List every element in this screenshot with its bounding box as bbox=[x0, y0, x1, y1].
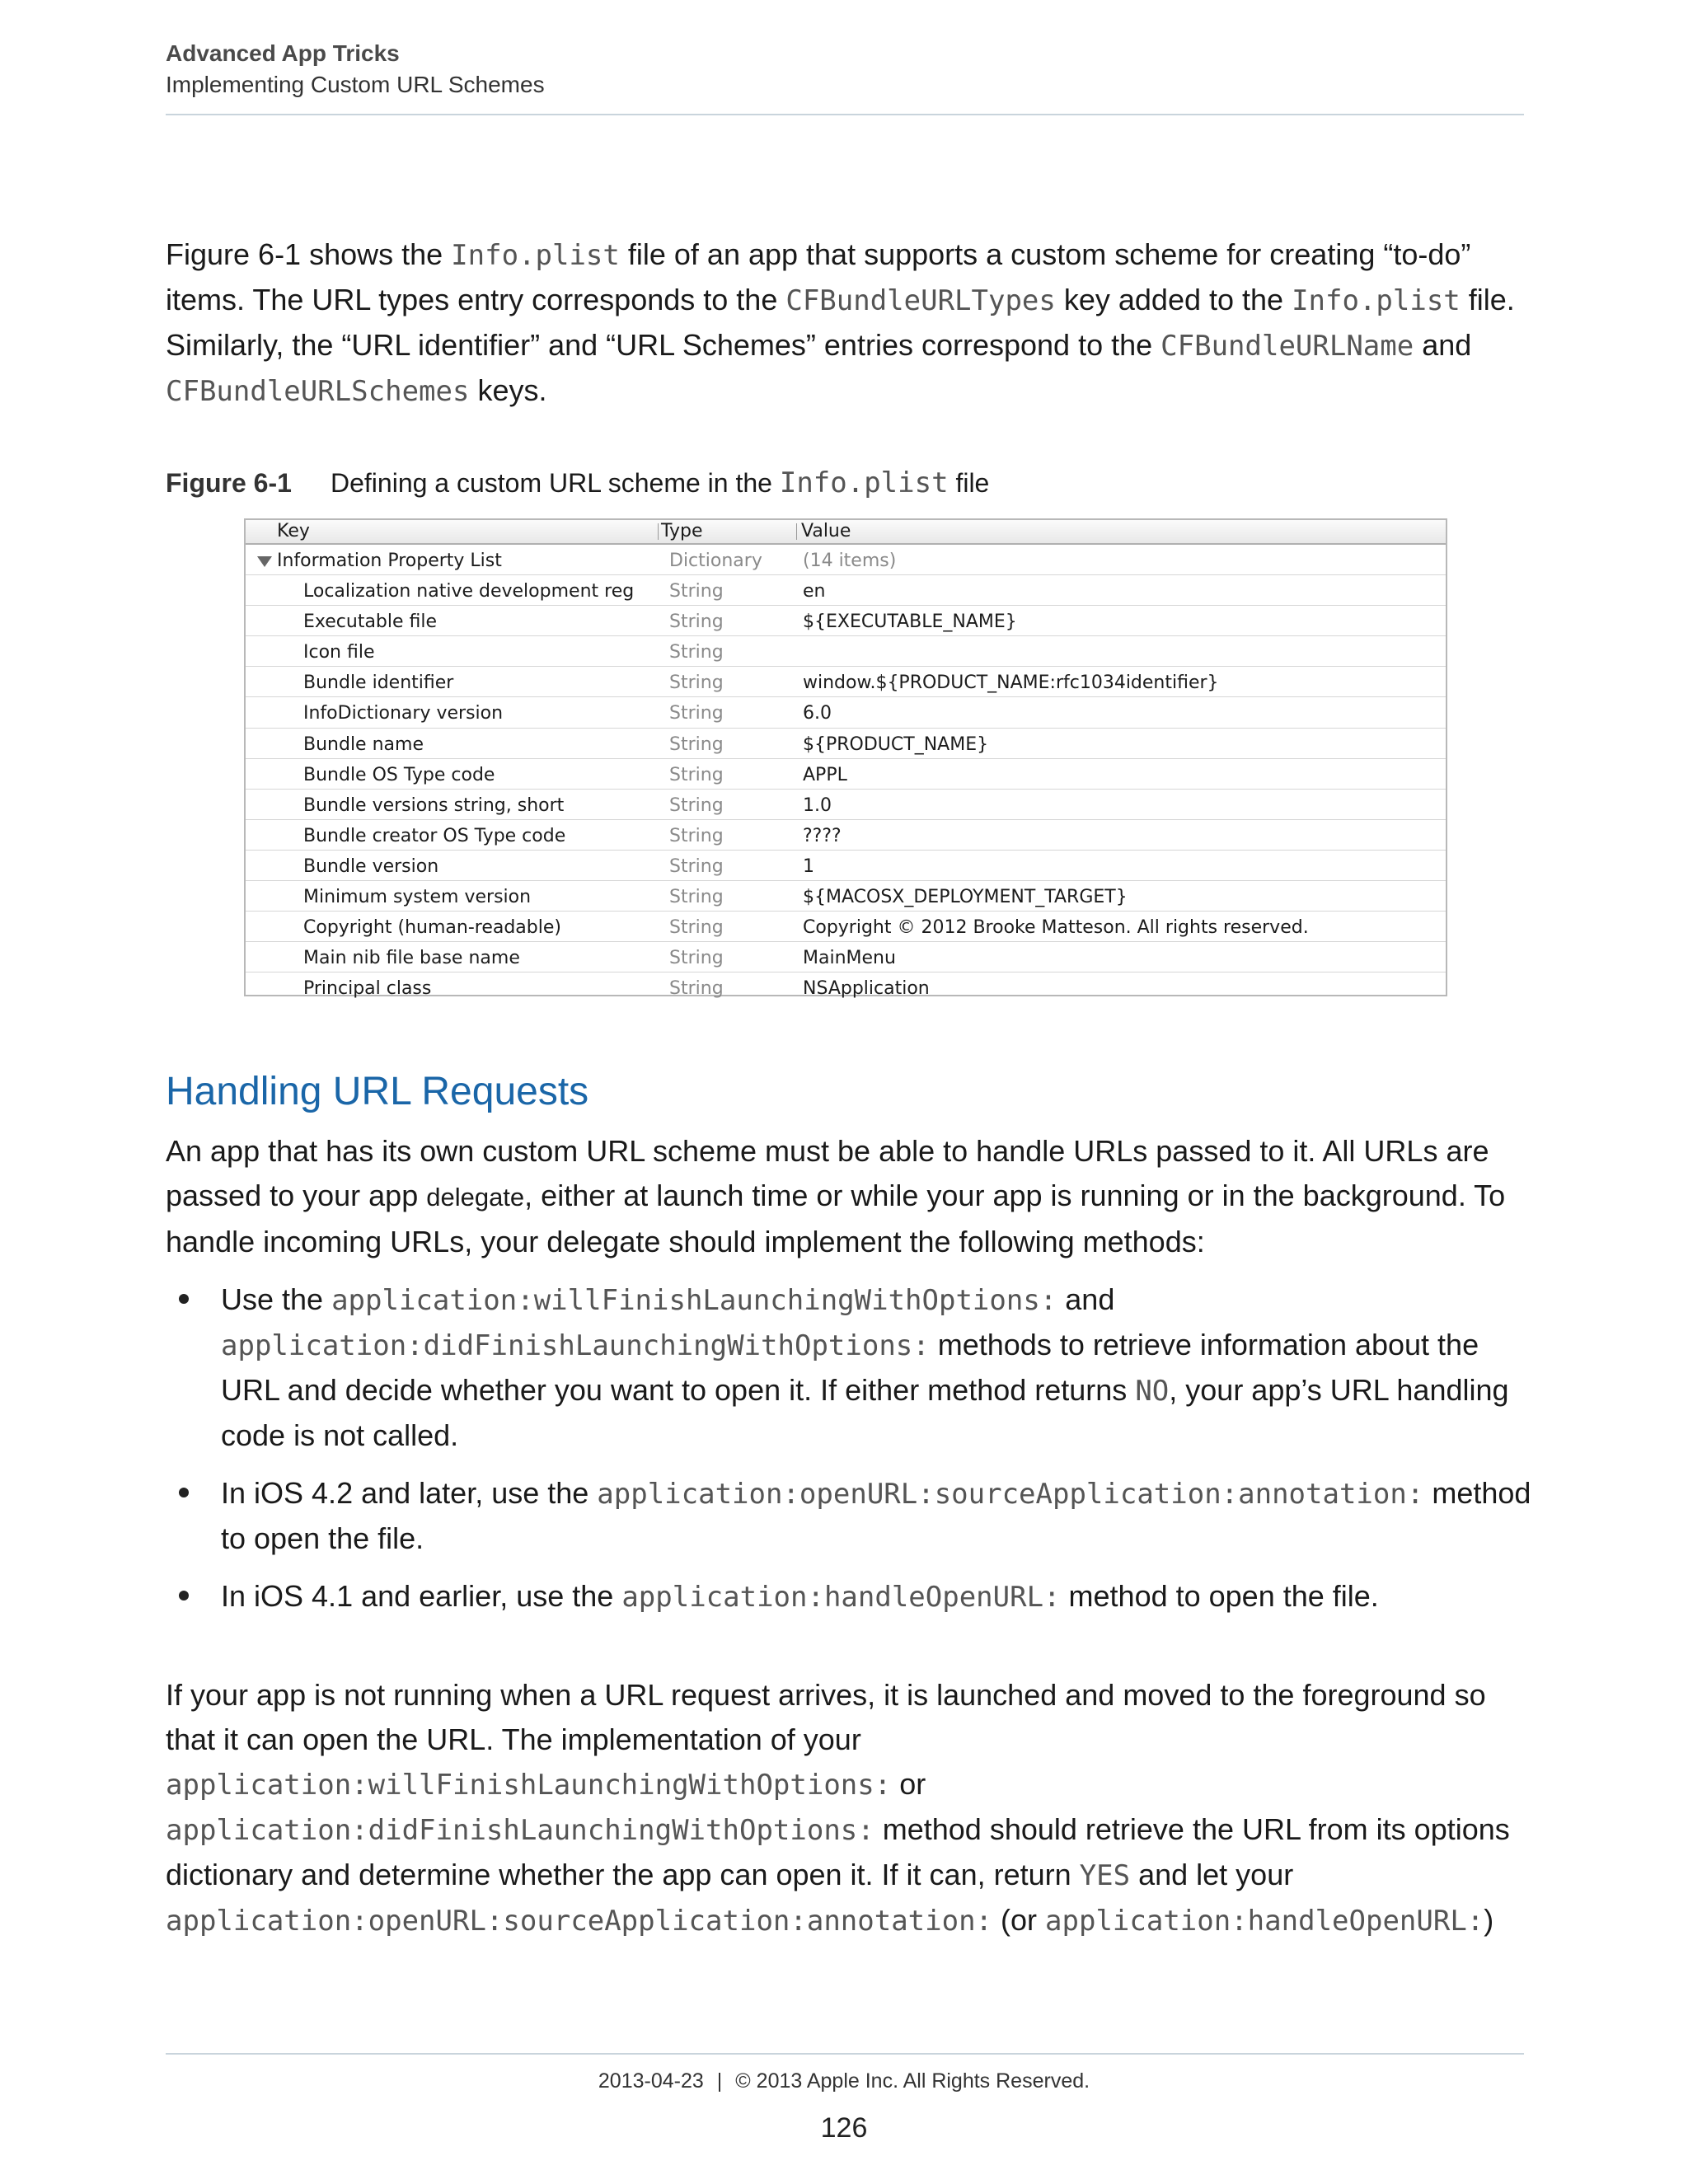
plist-value: 1.0 bbox=[803, 794, 832, 816]
plist-row bbox=[246, 790, 1446, 820]
plist-value: ${MACOSX_DEPLOYMENT_TARGET} bbox=[803, 887, 1128, 908]
plist-type: String bbox=[669, 855, 724, 877]
plist-key: Main nib file base name bbox=[303, 948, 520, 969]
plist-header-row bbox=[246, 520, 1446, 545]
plist-type: String bbox=[669, 581, 724, 602]
bullet-icon bbox=[179, 1488, 189, 1497]
list-item bbox=[166, 1471, 1534, 1561]
text-run: In iOS 4.2 and later, use the bbox=[221, 1476, 598, 1510]
bullet-icon bbox=[179, 1591, 189, 1601]
column-header-key: Key bbox=[277, 521, 310, 541]
plist-value: (14 items) bbox=[803, 551, 897, 571]
plist-key: InfoDictionary version bbox=[303, 703, 504, 724]
plist-key: Executable file bbox=[303, 612, 438, 633]
page-footer bbox=[0, 2064, 1688, 2097]
plist-row bbox=[246, 972, 1446, 1002]
plist-row bbox=[246, 729, 1446, 759]
header-divider bbox=[166, 114, 1524, 115]
plist-key: Localization native development reg bbox=[303, 581, 635, 602]
figure-label: Figure 6-1 bbox=[166, 468, 292, 498]
launch-paragraph bbox=[166, 1673, 1534, 1943]
plist-row bbox=[246, 575, 1446, 606]
plist-row bbox=[246, 942, 1446, 972]
plist-type: Dictionary bbox=[669, 551, 762, 571]
page-number: 126 bbox=[820, 2112, 868, 2144]
chapter-title: Advanced App Tricks bbox=[166, 40, 400, 66]
plist-row bbox=[246, 636, 1446, 667]
code-method: application:handleOpenURL: bbox=[621, 1581, 1061, 1614]
footer-date: 2013-04-23 bbox=[598, 2069, 704, 2093]
plist-root-row bbox=[246, 545, 1446, 575]
plist-key: Bundle identifier bbox=[303, 673, 454, 694]
plist-key: Bundle OS Type code bbox=[303, 764, 495, 785]
plist-value: APPL bbox=[803, 764, 847, 785]
code-info-plist: Info.plist bbox=[451, 239, 620, 272]
plist-value: Copyright © 2012 Brooke Matteson. All rights reserved. bbox=[803, 917, 1309, 939]
list-item bbox=[166, 1574, 1534, 1619]
plist-key: Bundle versions string, short bbox=[303, 794, 565, 816]
plist-value: ${EXECUTABLE_NAME} bbox=[803, 612, 1017, 633]
text-run: file of an app that supports a custom scheme for creating “to-do” items. The URL types entry corresponds to the bbox=[166, 237, 1471, 316]
running-header bbox=[166, 40, 1524, 102]
code-cfbundleurlname: CFBundleURLName bbox=[1160, 330, 1414, 363]
plist-value: MainMenu bbox=[803, 948, 896, 969]
plist-row bbox=[246, 820, 1446, 851]
intro-paragraph bbox=[166, 232, 1534, 414]
plist-type: String bbox=[669, 764, 724, 785]
text-run: (or bbox=[992, 1903, 1046, 1937]
plist-value: window.${PRODUCT_NAME:rfc1034identifier} bbox=[803, 673, 1219, 694]
plist-key: Principal class bbox=[303, 978, 432, 1000]
code-method: application:openURL:sourceApplication:annotation: bbox=[166, 1905, 993, 1938]
plist-type: String bbox=[669, 887, 724, 908]
column-header-type: Type bbox=[661, 521, 703, 541]
text-run: key added to the bbox=[1055, 283, 1292, 316]
plist-value: en bbox=[803, 581, 826, 602]
plist-type: String bbox=[669, 673, 724, 694]
code-method: application:didFinishLaunchingWithOptions: bbox=[221, 1329, 930, 1362]
plist-row bbox=[246, 881, 1446, 912]
text-run: In iOS 4.1 and earlier, use the bbox=[221, 1579, 622, 1613]
text-run: and bbox=[1057, 1282, 1115, 1316]
plist-type: String bbox=[669, 794, 724, 816]
column-separator bbox=[796, 523, 797, 540]
plist-value: ???? bbox=[803, 825, 842, 846]
code-method: application:didFinishLaunchingWithOptions: bbox=[166, 1814, 874, 1847]
code-method: application:willFinishLaunchingWithOptions: bbox=[166, 1769, 892, 1802]
plist-row bbox=[246, 912, 1446, 942]
column-separator bbox=[658, 523, 659, 540]
text-run: , either at launch time or while your app is running or in the background. To handle incoming URLs, your delegate should implement the following methods: bbox=[166, 1179, 1506, 1258]
figure-caption bbox=[166, 460, 1524, 506]
text-run: or bbox=[891, 1767, 926, 1801]
code-method: application:handleOpenURL: bbox=[1045, 1905, 1484, 1938]
plist-type: String bbox=[669, 978, 724, 1000]
plist-type: String bbox=[669, 642, 724, 663]
plist-value: 1 bbox=[803, 855, 814, 877]
section-title: Implementing Custom URL Schemes bbox=[166, 72, 545, 97]
plist-row bbox=[246, 851, 1446, 881]
methods-list bbox=[166, 1277, 1534, 1633]
list-item bbox=[166, 1277, 1534, 1458]
text-run: and let your bbox=[1130, 1858, 1294, 1891]
plist-key: Bundle name bbox=[303, 733, 424, 755]
plist-key: Bundle version bbox=[303, 855, 439, 877]
code-cfbundleurlschemes: CFBundleURLSchemes bbox=[166, 375, 470, 408]
plist-row bbox=[246, 606, 1446, 636]
code-info-plist: Info.plist bbox=[1292, 284, 1461, 317]
text-run: method should retrieve the URL from its options dictionary and determine whether the app can open it. If it can, return bbox=[166, 1812, 1510, 1891]
text-run: , your app’s URL handling code is not called. bbox=[221, 1373, 1509, 1452]
code-constant: YES bbox=[1079, 1859, 1131, 1892]
footer-separator: | bbox=[716, 2069, 723, 2093]
disclosure-triangle-icon bbox=[257, 556, 272, 567]
plist-row bbox=[246, 667, 1446, 697]
plist-key: Minimum system version bbox=[303, 887, 532, 908]
text-run: An app that has its own custom URL scheme must be able to handle URLs passed to it. All URLs are passed to your app bbox=[166, 1134, 1489, 1212]
text-run: Figure 6-1 shows the bbox=[166, 237, 452, 271]
plist-row bbox=[246, 697, 1446, 728]
text-run: method to open the file. bbox=[1060, 1579, 1379, 1613]
plist-value: ${PRODUCT_NAME} bbox=[803, 733, 989, 755]
plist-key: Copyright (human-readable) bbox=[303, 917, 561, 939]
delegate-link[interactable]: delegate bbox=[426, 1183, 525, 1212]
code-constant: NO bbox=[1135, 1375, 1170, 1408]
text-run: file. Similarly, the “URL identifier” and “URL Schemes” entries correspond to the bbox=[166, 283, 1515, 362]
footer-divider bbox=[166, 2053, 1524, 2055]
text-run: Use the bbox=[221, 1282, 332, 1316]
text-run: ) bbox=[1484, 1903, 1494, 1937]
text-run: methods to retrieve information about the URL and decide whether you want to open it. If either method returns bbox=[221, 1328, 1479, 1407]
section-heading: Handling URL Requests bbox=[166, 1070, 589, 1113]
text-run: file bbox=[948, 468, 990, 498]
plist-value: NSApplication bbox=[803, 978, 930, 1000]
code-cfbundleurltypes: CFBundleURLTypes bbox=[785, 284, 1056, 317]
text-run: method to open the file. bbox=[221, 1476, 1531, 1555]
plist-value: 6.0 bbox=[803, 703, 832, 724]
footer-copyright: © 2013 Apple Inc. All Rights Reserved. bbox=[735, 2069, 1090, 2093]
text-run: If your app is not running when a URL request arrives, it is launched and moved to the foreground so that it can open the URL. The implementation of your bbox=[166, 1678, 1486, 1756]
code-info-plist: Info.plist bbox=[779, 466, 949, 499]
text-run: Defining a custom URL scheme in the bbox=[331, 468, 780, 498]
plist-editor-screenshot bbox=[244, 518, 1447, 1000]
plist-key: Information Property List bbox=[277, 551, 502, 571]
bullet-icon bbox=[179, 1294, 189, 1304]
plist-key: Bundle creator OS Type code bbox=[303, 825, 566, 846]
plist-type: String bbox=[669, 917, 724, 939]
plist-type: String bbox=[669, 733, 724, 755]
plist-type: String bbox=[669, 825, 724, 846]
plist-type: String bbox=[669, 948, 724, 969]
plist-key: Icon file bbox=[303, 642, 375, 663]
text-run: keys. bbox=[469, 373, 547, 407]
plist-row bbox=[246, 759, 1446, 790]
text-run: and bbox=[1414, 328, 1472, 362]
plist-type: String bbox=[669, 703, 724, 724]
column-header-value: Value bbox=[801, 521, 851, 541]
code-method: application:willFinishLaunchingWithOptions: bbox=[331, 1284, 1057, 1317]
plist-type: String bbox=[669, 612, 724, 633]
code-method: application:openURL:sourceApplication:annotation: bbox=[597, 1478, 1424, 1511]
figure-title bbox=[331, 468, 989, 498]
plist-rows bbox=[246, 575, 1446, 1002]
handling-paragraph bbox=[166, 1129, 1534, 1264]
